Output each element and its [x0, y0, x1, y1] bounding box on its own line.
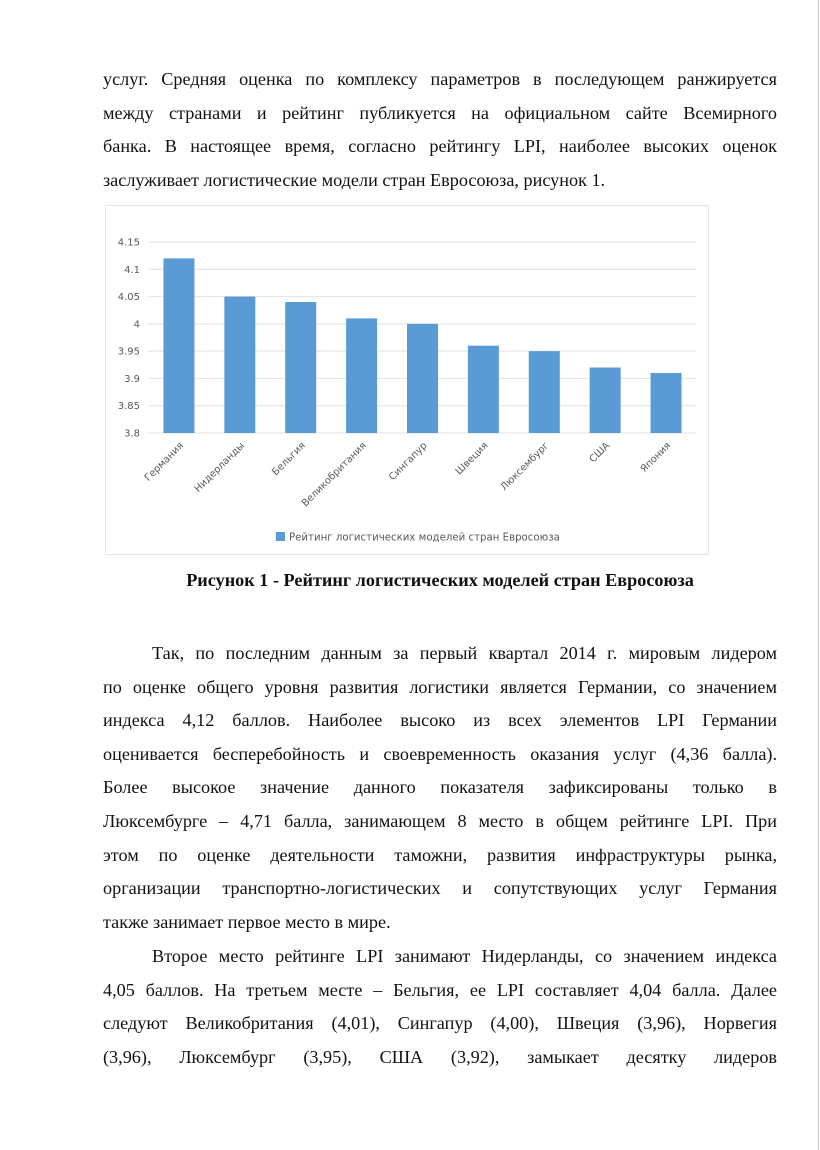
y-tick-label: 4.05 [117, 292, 140, 304]
y-tick-label: 3.8 [124, 428, 140, 440]
paragraph-3 [103, 940, 777, 1074]
figure-caption: Рисунок 1 - Рейтинг логистических моделей стран Евросоюза [186, 570, 694, 590]
legend [276, 532, 560, 544]
x-tick-label: США [587, 440, 613, 466]
x-tick-label: Сингапур [387, 440, 430, 483]
text-line: по оценке общего уровня развития логистики является Германии, со значением [103, 676, 777, 697]
bar [285, 302, 316, 433]
y-tick-label: 4 [133, 319, 140, 331]
bar [651, 373, 682, 433]
y-tick-label: 4.1 [124, 264, 140, 276]
text-line: индекса 4,12 баллов. Наиболее высоко из всех элементов LPI Германии [103, 710, 777, 731]
bar-chart [0, 0, 820, 560]
text-line: между странами и рейтинг публикуется на официальном сайте Всемирного [103, 102, 777, 123]
x-tick-label: Германия [142, 440, 187, 484]
y-tick-label: 4.15 [117, 237, 140, 249]
bar [529, 351, 560, 433]
x-tick-label: Швеция [453, 440, 491, 478]
text-line: 4,05 баллов. На третьем месте – Бельгия, ее LPI составляет 4,04 балла. Далее [103, 979, 777, 1000]
text-line: организации транспортно-логистических и сопутствующих услуг Германия [103, 878, 777, 899]
text-line: Люксембурге – 4,71 балла, занимающем 8 место в общем рейтинге LPI. При [103, 810, 777, 831]
y-tick-label: 3.9 [124, 373, 140, 385]
text-line: этом по оценке деятельности таможни, развития инфраструктуры рынка, [103, 844, 777, 865]
paragraph-2 [103, 637, 777, 939]
text-line: (3,96), Люксембург (3,95), США (3,92), замыкает десятку лидеров [103, 1046, 777, 1067]
bar [468, 346, 499, 433]
text-line: банка. В настоящее время, согласно рейтингу LPI, наиболее высоких оценок [103, 136, 777, 157]
bar [346, 318, 377, 433]
bar [163, 258, 194, 433]
bar [224, 297, 255, 433]
x-tick-label: Нидерланды [192, 440, 247, 495]
text-line: Так, по последним данным за первый квартал 2014 г. мировым лидером [152, 643, 777, 663]
text-line: также занимает первое место в мире. [103, 911, 391, 932]
x-tick-label: Люксембург [498, 440, 552, 494]
bars [163, 258, 681, 433]
text-line: заслуживает логистические модели стран Евросоюза, рисунок 1. [103, 169, 606, 190]
text-line: оценивается бесперебойность и своевременность оказания услуг (4,36 балла). [103, 743, 777, 764]
y-tick-labels [118, 238, 140, 440]
text-line: услуг. Средняя оценка по комплексу параметров в последующем ранжируется [103, 69, 777, 89]
bar [407, 324, 438, 433]
text-line: Более высокое значение данного показателя зафиксированы только в [103, 777, 777, 798]
x-tick-label: Великобритания [299, 440, 369, 510]
text-line: следуют Великобритания (4,01), Сингапур (4,00), Швеция (3,96), Норвегия [103, 1013, 777, 1034]
x-tick-label: Бельгия [270, 440, 308, 478]
y-tick-label: 3.85 [117, 401, 140, 413]
text-line: Второе место рейтинге LPI занимают Нидерланды, со значением индекса [152, 946, 777, 966]
bar [590, 368, 621, 433]
legend-swatch [276, 532, 285, 541]
x-tick-label: Япония [638, 440, 674, 475]
x-tick-labels [143, 440, 674, 509]
legend-label: Рейтинг логистических моделей стран Евросоюза [289, 532, 560, 544]
y-tick-label: 3.95 [117, 346, 140, 358]
